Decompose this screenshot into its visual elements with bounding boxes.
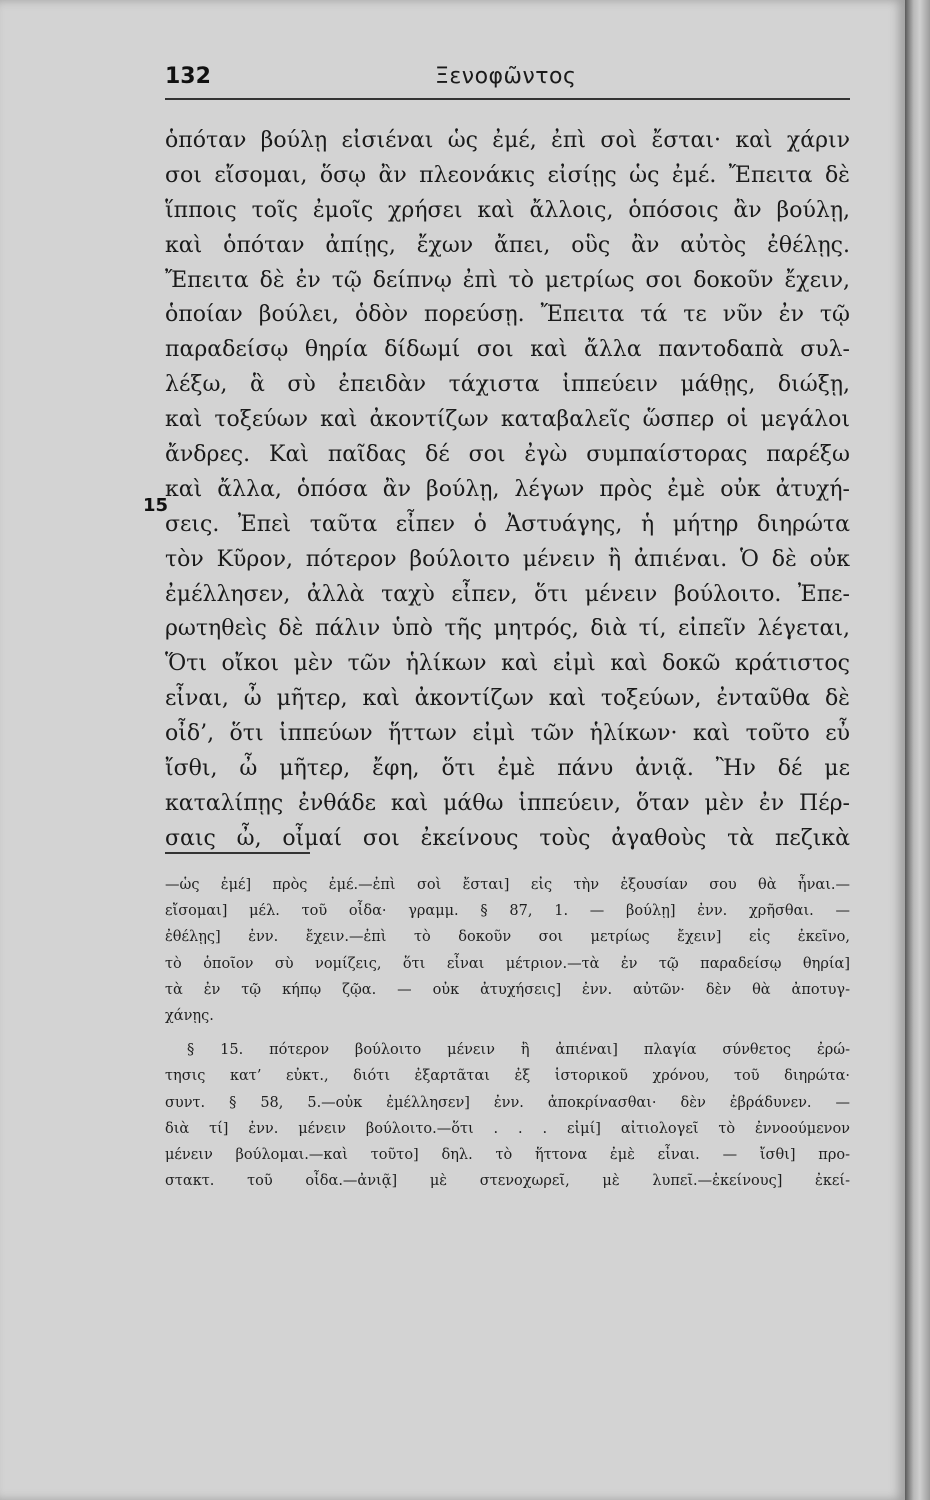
footnote-line: χάνῃς. [165,1007,214,1024]
footnote-line: συντ. § 58, 5.—οὐκ ἐμέλλησεν] ἐνν. ἀποκρίνασθαι· δὲν ἐβράδυνεν. — [165,1094,850,1111]
footnote-line: § 15. πότερον βούλοιτο μένειν ἢ ἀπιέναι] πλαγία σύνθετος ἐρώ- [187,1042,850,1059]
text-line: ἄνδρες. Καὶ παῖδας δέ σοι ἐγὼ συμπαίστορας παρέξω [165,442,850,468]
section-margin-number: 15 [143,495,169,516]
footnote-line: —ὡς ἐμέ] πρὸς ἐμέ.—ἐπὶ σοὶ ἔσται] εἰς τὴν ἐξουσίαν σου θὰ ἦναι.— [165,877,850,893]
text-line: παραδείσῳ θηρία δίδωμί σοι καὶ ἄλλα παντοδαπὰ συλ- [165,337,850,363]
text-line: ἐμέλλησεν, ἀλλὰ ταχὺ εἶπεν, ὅτι μένειν βούλοιτο. Ἐπε- [165,581,850,607]
header-rule [165,98,850,100]
footnote-line: ἐθέλῃς] ἐνν. ἔχειν.—ἐπὶ τὸ δοκοῦν σοι μετρίως ἔχειν] εἰς ἐκεῖνο, [165,929,850,946]
text-line: σεις. Ἐπεὶ ταῦτα εἶπεν ὁ Ἀστυάγης, ἡ μήτηρ διηρώτα [165,511,850,537]
footnote-line: τὸ ὁποῖον σὺ νομίζεις, ὅτι εἶναι μέτριον.—τὰ ἐν τῷ παραδείσῳ θηρία] [165,955,850,972]
main-text [165,124,850,857]
running-title: Ξενοφῶντος [435,64,577,89]
footnote-line: τὰ ἐν τῷ κήπῳ ζῷα. — οὐκ ἀτυχήσεις] ἐνν. αὐτῶν· δὲν θὰ ἀποτυγ- [165,981,850,998]
text-line: ὁπόταν βούλῃ εἰσιέναι ὡς ἐμέ, ἐπὶ σοὶ ἔσται· καὶ χάριν [165,128,850,153]
text-line: καταλίπῃς ἐνθάδε καὶ μάθω ἱππεύειν, ὅταν μὲν ἐν Πέρ- [165,790,850,816]
text-line: οἶδ’, ὅτι ἱππεύων ἥττων εἰμὶ τῶν ἡλίκων· καὶ τοῦτο εὖ [165,721,850,747]
text-line: καὶ ἄλλα, ὁπόσα ἂν βούλῃ, λέγων πρὸς ἐμὲ οὐκ ἀτυχή- [165,476,850,502]
footnote-line: διὰ τί] ἐνν. μένειν βούλοιτο.—ὅτι . . . εἰμί] αἰτιολογεῖ τὸ ἐννοούμενον [165,1120,850,1137]
text-line: λέξω, ἃ σὺ ἐπειδὰν τάχιστα ἱππεύειν μάθῃς, διώξῃ, [165,372,850,398]
footnote-line: στακτ. τοῦ οἶδα.—ἀνιᾷ] μὲ στενοχωρεῖ, μὲ λυπεῖ.—ἐκείνους] ἐκεί- [165,1173,850,1190]
footnotes [165,872,850,1194]
page-edge-shadow [905,0,930,1500]
page-number: 132 [165,64,211,89]
footnote-line: τησις κατ’ εὐκτ., διότι ἐξαρτᾶται ἐξ ἱστορικοῦ χρόνου, τοῦ διηρώτα· [165,1068,850,1085]
text-line: εἶναι, ὦ μῆτερ, καὶ ἀκοντίζων καὶ τοξεύων, ἐνταῦθα δὲ [165,686,850,712]
text-line: ὁποίαν βούλει, ὁδὸν πορεύσῃ. Ἔπειτα τά τε νῦν ἐν τῷ [165,302,850,328]
footnote-line: μένειν βούλομαι.—καὶ τοῦτο] δηλ. τὸ ἥττονα ἐμὲ εἶναι. — ἴσθι] προ- [165,1146,850,1163]
text-line: Ἔπειτα δὲ ἐν τῷ δείπνῳ ἐπὶ τὸ μετρίως σοι δοκοῦν ἔχειν, [165,267,850,293]
text-line: ἵπποις τοῖς ἐμοῖς χρήσει καὶ ἄλλοις, ὁπόσοις ἂν βούλῃ, [165,197,850,223]
text-line: Ὅτι οἴκοι μὲν τῶν ἡλίκων καὶ εἰμὶ καὶ δοκῶ κράτιστος [165,651,850,677]
footnote-gap [165,1029,850,1037]
text-line: ἴσθι, ὦ μῆτερ, ἔφη, ὅτι ἐμὲ πάνυ ἀνιᾷ. Ἢν δέ με [165,756,850,782]
text-line: καὶ ὁπόταν ἀπίῃς, ἔχων ἄπει, οὓς ἂν αὐτὸς ἐθέλῃς. [165,232,850,258]
text-line: τὸν Κῦρον, πότερον βούλοιτο μένειν ἢ ἀπιέναι. Ὁ δὲ οὐκ [165,546,850,572]
text-line: καὶ τοξεύων καὶ ἀκοντίζων καταβαλεῖς ὥσπερ οἱ μεγάλοι [165,407,850,433]
text-line: σαις ὦ, οἶμαί σοι ἐκείνους τοὺς ἀγαθοὺς τὰ πεζικὰ [165,825,850,851]
footnote-rule [165,852,310,854]
footnote-line: εἴσομαι] μέλ. τοῦ οἶδα· γραμμ. § 87, 1. — βούλῃ] ἐνν. χρῆσθαι. — [165,903,850,920]
text-line: ρωτηθεὶς δὲ πάλιν ὑπὸ τῆς μητρός, διὰ τί, εἰπεῖν λέγεται, [165,616,850,642]
page-header [165,60,850,100]
text-line: σοι εἴσομαι, ὅσῳ ἂν πλεονάκις εἰσίῃς ὡς ἐμέ. Ἔπειτα δὲ [165,162,850,188]
